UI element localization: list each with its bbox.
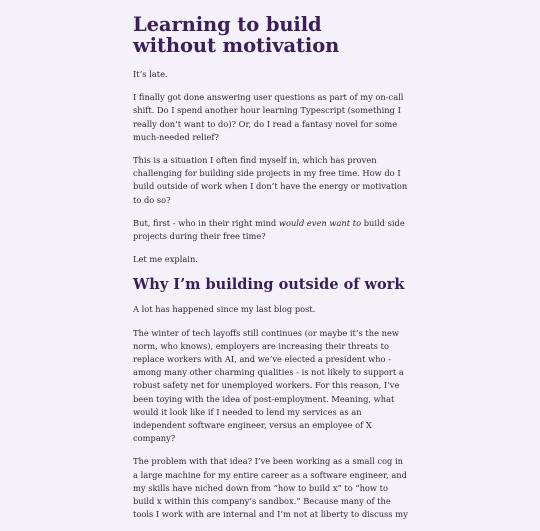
paragraph-problem: The problem with that idea? I’ve been working as a small cog in a large machine for my entire career as a software engineer, and my skills have niched down from “how to build x” to “how to build x within this company’s sandbox.” Because many of the tools I work with are internal and I’m not at liberty to discuss my bbox=[133, 456, 408, 520]
paragraph-who-would bbox=[133, 217, 409, 243]
paragraph-layoffs: The winter of tech layoffs still continues (or maybe it’s the new norm, who knows), employers are increasing their threats to replace workers with AI, and we’ve elected a president who - among many other charming qualities - is not likely to support a robust safety net for unemployed workers. For this reason, I’ve been toying with the idea of post-employment. Meaning, what would it look like if I needed to lend my services as an independent software engineer, versus an employee of X company? bbox=[133, 327, 404, 444]
paragraph-who-would-start: But, first - who in their right mind bbox=[133, 217, 279, 228]
paragraph-a-lot-happened: A lot has happened since my last blog post. bbox=[133, 304, 316, 315]
paragraph-on-call: I finally got done answering user questions as part of my on-call shift. Do I spend another hour learning Typescript (something I really don’t want to do)? Or, do I read a fantasy novel for some much-needed relief? bbox=[133, 92, 404, 142]
paragraph-let-me-explain: Let me explain. bbox=[133, 254, 198, 265]
article bbox=[133, 14, 409, 531]
article-title: Learning to build without motivation bbox=[133, 13, 340, 57]
paragraph-its-late: It’s late. bbox=[133, 69, 168, 79]
paragraph-who-would-end: build side projects during their free time? bbox=[133, 217, 405, 242]
section-heading: Why I’m building outside of work bbox=[133, 276, 405, 294]
paragraph-who-would-emphasis: would even want to bbox=[278, 217, 362, 228]
paragraph-situation: This is a situation I often find myself in, which has proven challenging for building side projects in my free time. How do I build outside of work when I don’t have the energy or motivation to do so? bbox=[133, 155, 408, 205]
